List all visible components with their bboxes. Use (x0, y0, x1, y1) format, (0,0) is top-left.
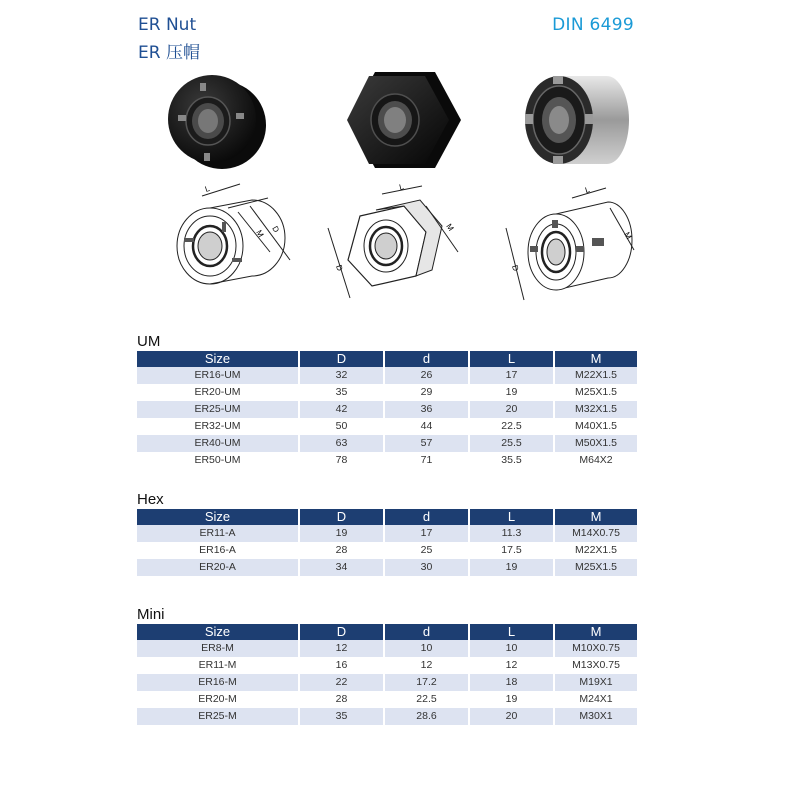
table-row (137, 435, 637, 452)
cell-size: ER11-M (137, 657, 299, 674)
col-header-L: L (469, 509, 554, 525)
dim-label-M: M (444, 222, 456, 233)
cell-d: 44 (384, 418, 469, 435)
cell-D: 28 (299, 691, 384, 708)
cell-L: 10 (469, 640, 554, 657)
cell-L: 17 (469, 367, 554, 384)
cell-d: 28.6 (384, 708, 469, 725)
cell-D: 22 (299, 674, 384, 691)
dim-label-L: L (584, 185, 591, 195)
table-row (137, 691, 637, 708)
cell-L: 19 (469, 559, 554, 576)
table-row (137, 452, 637, 469)
cell-M: M25X1.5 (554, 384, 637, 401)
col-header-size: Size (137, 624, 299, 640)
cell-D: 16 (299, 657, 384, 674)
cell-size: ER32-UM (137, 418, 299, 435)
cell-size: ER11-A (137, 525, 299, 542)
table-row (137, 418, 637, 435)
cell-M: M40X1.5 (554, 418, 637, 435)
cell-D: 32 (299, 367, 384, 384)
mini-nut-drawing (500, 180, 640, 306)
col-header-D: D (299, 624, 384, 640)
cell-L: 19 (469, 384, 554, 401)
col-header-L: L (469, 624, 554, 640)
cell-L: 17.5 (469, 542, 554, 559)
cell-D: 42 (299, 401, 384, 418)
cell-D: 12 (299, 640, 384, 657)
cell-d: 57 (384, 435, 469, 452)
section-label-um: UM (137, 333, 161, 350)
cell-M: M32X1.5 (554, 401, 637, 418)
col-header-M: M (554, 351, 637, 367)
table-row (137, 708, 637, 725)
cell-size: ER8-M (137, 640, 299, 657)
cell-M: M22X1.5 (554, 367, 637, 384)
cell-D: 63 (299, 435, 384, 452)
um-nut-photo (160, 65, 272, 175)
hex-nut-photo (345, 70, 463, 170)
cell-d: 17 (384, 525, 469, 542)
cell-size: ER16-M (137, 674, 299, 691)
cell-size: ER40-UM (137, 435, 299, 452)
table-row (137, 640, 637, 657)
cell-D: 78 (299, 452, 384, 469)
col-header-D: D (299, 351, 384, 367)
table-row (137, 674, 637, 691)
cell-L: 12 (469, 657, 554, 674)
dim-label-L: L (203, 183, 211, 194)
cell-size: ER20-M (137, 691, 299, 708)
cell-size: ER25-UM (137, 401, 299, 418)
table-row (137, 657, 637, 674)
cell-L: 22.5 (469, 418, 554, 435)
cell-D: 19 (299, 525, 384, 542)
col-header-L: L (469, 351, 554, 367)
cell-M: M10X0.75 (554, 640, 637, 657)
col-header-size: Size (137, 509, 299, 525)
table-row (137, 525, 637, 542)
cell-size: ER16-UM (137, 367, 299, 384)
cell-size: ER50-UM (137, 452, 299, 469)
cell-size: ER20-A (137, 559, 299, 576)
cell-L: 35.5 (469, 452, 554, 469)
cell-d: 29 (384, 384, 469, 401)
cell-L: 18 (469, 674, 554, 691)
cell-L: 20 (469, 401, 554, 418)
dim-label-M: M (254, 228, 266, 239)
page-title-en: ER Nut (138, 15, 197, 35)
cell-M: M24X1 (554, 691, 637, 708)
cell-M: M30X1 (554, 708, 637, 725)
cell-D: 28 (299, 542, 384, 559)
cell-d: 22.5 (384, 691, 469, 708)
cell-d: 12 (384, 657, 469, 674)
cell-M: M22X1.5 (554, 542, 637, 559)
table-row (137, 401, 637, 418)
cell-M: M13X0.75 (554, 657, 637, 674)
hex-spec-table (137, 509, 637, 576)
table-header-row (137, 351, 637, 367)
cell-d: 71 (384, 452, 469, 469)
cell-M: M25X1.5 (554, 559, 637, 576)
table-row (137, 559, 637, 576)
hex-nut-drawing (326, 176, 466, 306)
col-header-d: d (384, 624, 469, 640)
col-header-M: M (554, 509, 637, 525)
col-header-size: Size (137, 351, 299, 367)
section-label-hex: Hex (137, 491, 164, 508)
cell-L: 25.5 (469, 435, 554, 452)
table-header-row (137, 509, 637, 525)
um-nut-drawing (162, 178, 302, 306)
cell-d: 17.2 (384, 674, 469, 691)
col-header-d: d (384, 509, 469, 525)
dim-label-D: D (510, 264, 521, 273)
cell-D: 50 (299, 418, 384, 435)
cell-d: 26 (384, 367, 469, 384)
cell-M: M19X1 (554, 674, 637, 691)
mini-spec-table (137, 624, 637, 725)
dim-label-M: M (622, 230, 634, 241)
col-header-d: d (384, 351, 469, 367)
cell-L: 20 (469, 708, 554, 725)
cell-d: 36 (384, 401, 469, 418)
cell-D: 35 (299, 708, 384, 725)
cell-D: 35 (299, 384, 384, 401)
col-header-M: M (554, 624, 637, 640)
cell-M: M50X1.5 (554, 435, 637, 452)
dim-label-D: D (270, 224, 281, 235)
col-header-D: D (299, 509, 384, 525)
cell-M: M14X0.75 (554, 525, 637, 542)
cell-L: 11.3 (469, 525, 554, 542)
table-row (137, 367, 637, 384)
cell-D: 34 (299, 559, 384, 576)
mini-nut-photo (515, 62, 630, 174)
cell-L: 19 (469, 691, 554, 708)
cell-size: ER25-M (137, 708, 299, 725)
um-spec-table (137, 351, 637, 469)
table-header-row (137, 624, 637, 640)
section-label-mini: Mini (137, 606, 165, 623)
table-row (137, 384, 637, 401)
cell-d: 30 (384, 559, 469, 576)
cell-d: 25 (384, 542, 469, 559)
cell-d: 10 (384, 640, 469, 657)
cell-size: ER16-A (137, 542, 299, 559)
dim-label-L: L (398, 182, 405, 192)
cell-size: ER20-UM (137, 384, 299, 401)
standard-label: DIN 6499 (552, 15, 634, 35)
page-title-cn: ER 压帽 (138, 43, 200, 63)
table-row (137, 542, 637, 559)
dim-label-D: D (334, 263, 345, 273)
cell-M: M64X2 (554, 452, 637, 469)
